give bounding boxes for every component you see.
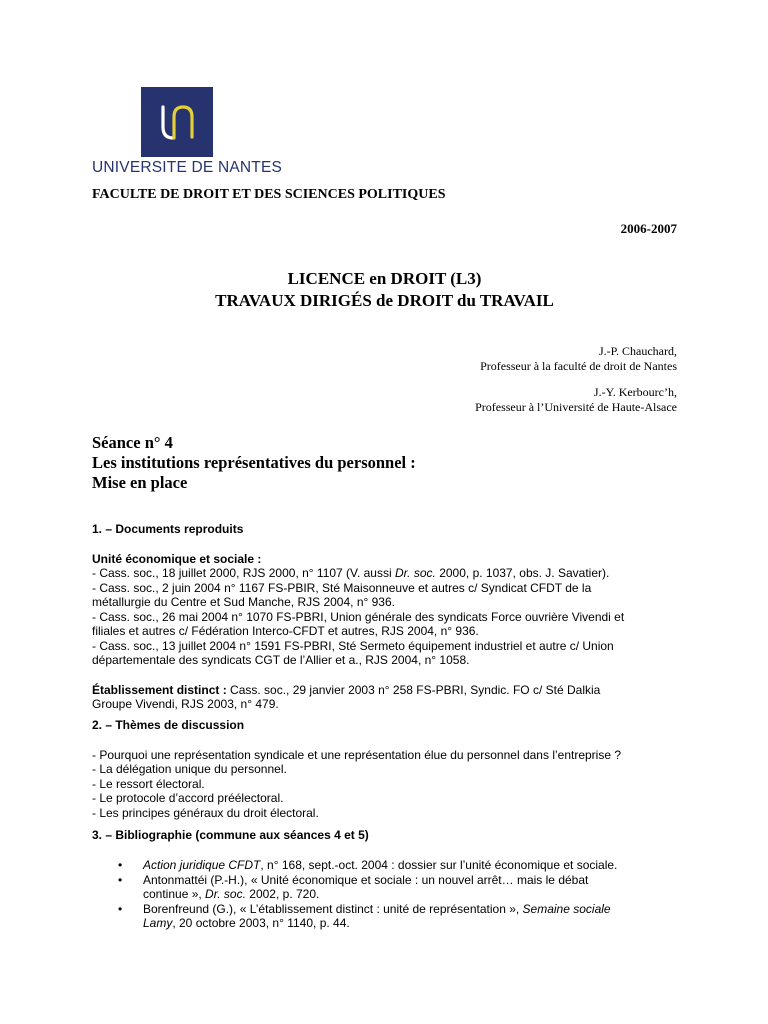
author-2-name: J.-Y. Kerbourc’h, xyxy=(593,385,677,399)
section-2-heading: 2. – Thèmes de discussion xyxy=(92,718,245,732)
section-3-heading: 3. – Bibliographie (commune aux séances 4 et 5) xyxy=(92,828,369,842)
section-bibliography xyxy=(92,828,687,858)
theme-item: - Les principes généraux du droit électoral. xyxy=(92,805,319,820)
ues-item-2-line-1: - Cass. soc., 2 juin 2004 n° 1167 FS-PBIR, Sté Maisonneuve et autres c/ Syndicat CFDT de la xyxy=(92,580,592,595)
author-1 xyxy=(480,344,677,374)
theme-item: - Le ressort électoral. xyxy=(92,776,205,791)
ues-item-4-line-2: départementale des syndicats CGT de l’Allier et a., RJS 2004, n° 1058. xyxy=(92,653,470,667)
author-1-name: J.-P. Chauchard, xyxy=(599,344,677,358)
seance-number: Séance n° 4 xyxy=(92,433,173,452)
author-1-role: Professeur à la faculté de droit de Nantes xyxy=(480,359,677,373)
academic-year: 2006-2007 xyxy=(620,221,677,236)
course-title: LICENCE en DROIT (L3) xyxy=(287,269,482,288)
bullet-icon: • xyxy=(118,872,123,887)
etab-line-2: Groupe Vivendi, RJS 2003, n° 479. xyxy=(92,697,279,711)
bibliography-item-1: • Action juridique CFDT, n° 168, sept.-oct. 2004 : dossier sur l’unité économique et sociale. xyxy=(118,858,618,872)
ues-item-2-line-2: métallurgie du Centre et Sud Manche, RJS 2004, n° 936. xyxy=(92,595,395,609)
bullet-icon: • xyxy=(118,901,123,916)
seance-topic: Les institutions représentatives du personnel : xyxy=(92,453,416,472)
theme-item: - Pourquoi une représentation syndicale et une représentation élue du personnel dans l’entreprise ? xyxy=(92,747,622,762)
faculty-name: FACULTE DE DROIT ET DES SCIENCES POLITIQUES xyxy=(92,187,446,202)
seance-subtopic: Mise en place xyxy=(92,473,188,492)
course-subtitle: TRAVAUX DIRIGÉS de DROIT du TRAVAIL xyxy=(215,291,554,310)
bibliography-item-3: • Borenfreund (G.), « L’établissement distinct : unité de représentation », Semaine sociale Lamy, 20 octobre 2003, n° 1140, p. 44. xyxy=(118,901,611,930)
ues-item-3-line-1: - Cass. soc., 26 mai 2004 n° 1070 FS-PBRI, Union générale des syndicats Force ouvrière Vivendi et xyxy=(92,609,625,624)
ues-item-3-line-2: filiales et autres c/ Fédération Interco-CFDT et autres, RJS 2004, n° 936. xyxy=(92,624,479,638)
bullet-icon: • xyxy=(118,858,123,872)
bibliography-list xyxy=(118,858,688,931)
section-themes xyxy=(92,718,687,820)
author-2 xyxy=(475,385,677,415)
ues-item-4-line-1: - Cass. soc., 13 juillet 2004 n° 1591 FS-PBRI, Sté Sermeto équipement industriel et autre c/ Union xyxy=(92,638,614,653)
author-2-role: Professeur à l’Université de Haute-Alsace xyxy=(475,400,677,414)
section-documents xyxy=(92,522,687,712)
etab-line-1: Établissement distinct : Cass. soc., 29 janvier 2003 n° 258 FS-PBRI, Syndic. FO c/ Sté Dalkia xyxy=(92,682,601,697)
seance-heading xyxy=(92,433,416,493)
university-name: UNIVERSITE DE NANTES xyxy=(92,159,283,176)
theme-item: - La délégation unique du personnel. xyxy=(92,762,287,776)
university-logo xyxy=(141,87,213,157)
un-monogram-icon xyxy=(141,87,213,157)
theme-item: - Le protocole d’accord préélectoral. xyxy=(92,791,284,805)
ues-item-1: - Cass. soc., 18 juillet 2000, RJS 2000, n° 1107 (V. aussi Dr. soc. 2000, p. 1037, obs. J. Savatier). xyxy=(92,566,610,580)
ues-heading: Unité économique et sociale : xyxy=(92,551,262,566)
bibliography-item-2: • Antonmattéi (P.-H.), « Unité économique et sociale : un nouvel arrêt… mais le débat continue », Dr. soc. 2002, p. 720. xyxy=(118,872,589,901)
section-1-heading: 1. – Documents reproduits xyxy=(92,522,244,536)
